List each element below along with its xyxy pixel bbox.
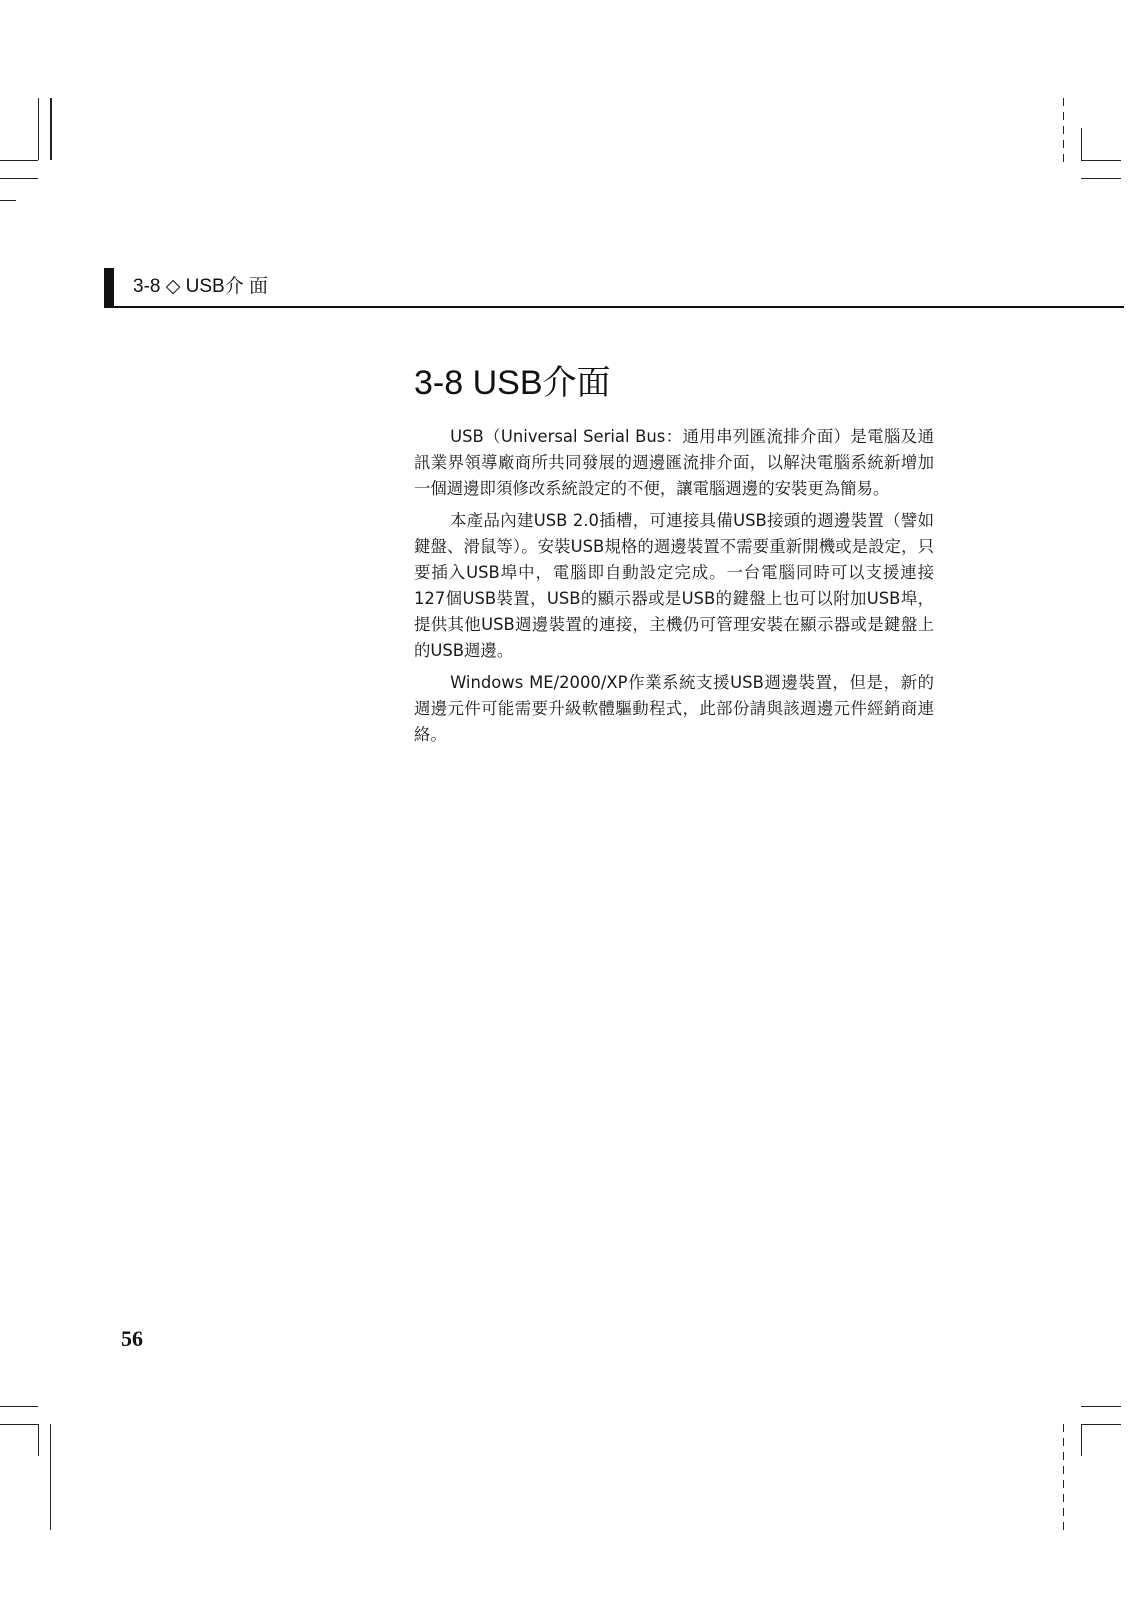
- crop-mark: [1081, 1424, 1121, 1425]
- running-header: 3-8 ◇ USB介 面: [133, 276, 268, 297]
- crop-mark: [0, 1406, 38, 1407]
- header-rule: [104, 306, 1124, 308]
- crop-mark: [0, 200, 16, 201]
- paragraph: 本產品內建USB 2.0插槽，可連接具備USB接頭的週邊裝置（譬如鍵盤、滑鼠等）。安裝USB規格的週邊裝置不需要重新開機或是設定，只要插入USB埠中，電腦即自動設定完成。一台電腦同時可以支援連接127個USB裝置，USB的顯示器或是USB的鍵盤上也可以附加USB埠，提供其他USB週邊裝置的連接，主機仍可管理安裝在顯示器或是鍵盤上的USB週邊。: [414, 511, 934, 660]
- crop-mark: [50, 1424, 51, 1530]
- crop-mark: [1063, 98, 1064, 168]
- body-text: [414, 424, 934, 754]
- crop-mark: [0, 178, 38, 179]
- crop-mark: [1081, 1424, 1082, 1456]
- paragraph: USB（Universal Serial Bus：通用串列匯流排介面）是電腦及通訊業界領導廠商所共同發展的週邊匯流排介面，以解決電腦系統新增加一個週邊即須修改系統設定的不便，讓電腦週邊的安裝更為簡易。: [414, 427, 934, 498]
- crop-mark: [1081, 128, 1082, 161]
- crop-mark: [38, 98, 39, 160]
- crop-mark: [0, 1424, 38, 1425]
- crop-mark: [1081, 160, 1121, 161]
- crop-mark: [1081, 1406, 1121, 1407]
- crop-mark: [1063, 1424, 1064, 1530]
- paragraph: Windows ME/2000/XP作業系統支援USB週邊裝置，但是，新的週邊元件可能需要升級軟體驅動程式，此部份請與該週邊元件經銷商連絡。: [414, 673, 934, 744]
- crop-mark: [50, 98, 52, 160]
- page-number: 56: [121, 1326, 143, 1351]
- section-title: 3-8 USB介面: [414, 364, 611, 402]
- header-bar: [104, 268, 114, 308]
- crop-mark: [1081, 178, 1121, 179]
- crop-mark: [0, 160, 38, 161]
- crop-mark: [38, 1424, 39, 1456]
